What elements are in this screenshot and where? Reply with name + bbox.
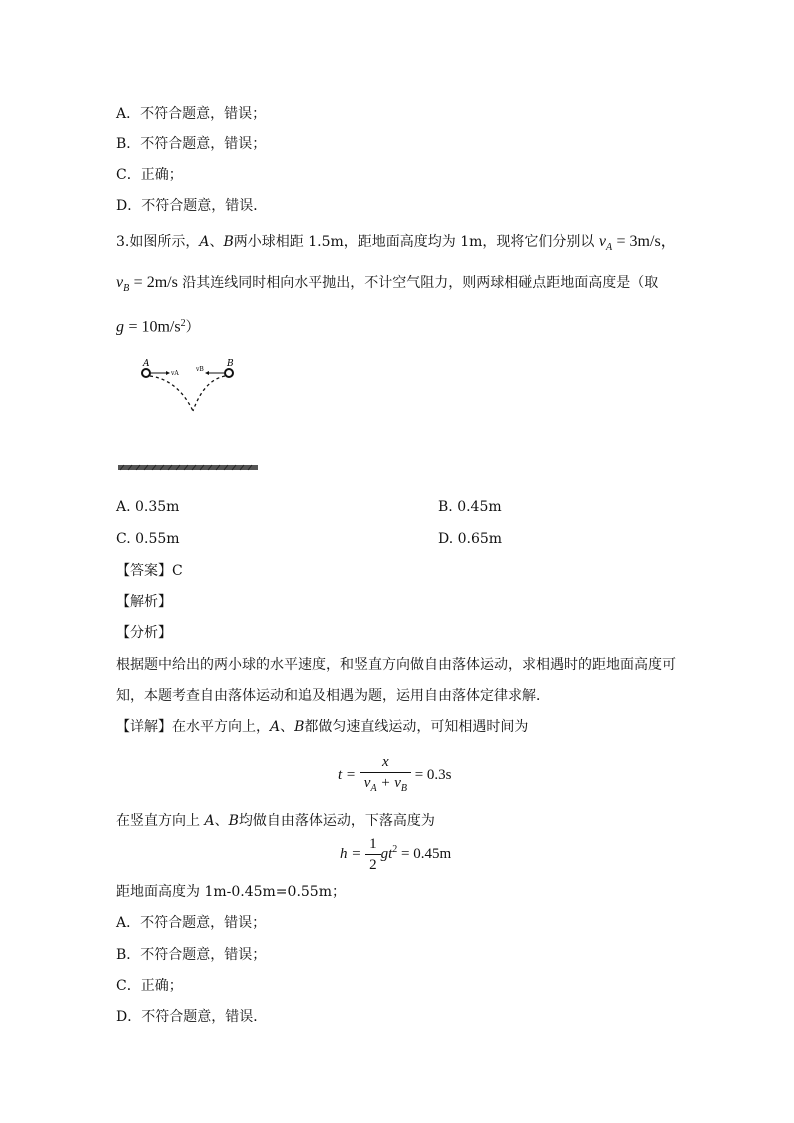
question-prefix: 3.如图所示， <box>116 234 200 250</box>
g-symbol: g <box>116 318 124 336</box>
option-a-bottom: A．不符合题意，错误； <box>116 915 267 931</box>
fig-va: vA <box>171 370 179 377</box>
detail-line: 【详解】在水平方向上，A、B都做匀速直线运动，可知相遇时间为 <box>116 719 529 735</box>
formula-time-lhs: t = <box>338 766 357 783</box>
formula-height-rhs: = 0.45m <box>401 845 452 862</box>
formula-time-num: x <box>360 752 411 773</box>
formula-height-num: 1 <box>365 834 381 855</box>
choice-b: B. 0.45m <box>438 499 502 515</box>
formula-time <box>338 752 452 799</box>
fenxi-text-2: 知，本题考查自由落体运动和追及相遇为题，运用自由落体定律求解． <box>116 688 550 704</box>
vb-value: = 2m/s <box>133 274 178 291</box>
g-close: ） <box>185 319 200 336</box>
option-b-top: B．不符合题意，错误； <box>116 136 267 152</box>
formula-height-den: 2 <box>369 857 377 873</box>
formula-height-gt: gt <box>380 845 393 862</box>
option-c-bottom: C．正确； <box>116 978 183 994</box>
answer: 【答案】C <box>116 563 183 579</box>
detail-label: 【详解】 <box>116 719 172 735</box>
analysis-title: 【解析】 <box>116 594 172 610</box>
formula-time-den: $v_A + v_B$ <box>363 775 407 794</box>
fenxi-text-1: 根据题中给出的两小球的水平速度，和竖直方向做自由落体运动，求相遇时的距地面高度可 <box>116 657 676 673</box>
formula-height-fraction <box>365 834 381 875</box>
formula-height: h = $\frac{1}{2}$ $gt^2 = 0.45m$ <box>340 836 452 873</box>
trajectory-a <box>150 376 193 411</box>
ball-a <box>142 369 150 377</box>
arrow-va-head <box>166 371 170 375</box>
choice-d: D. 0.65m <box>438 531 503 547</box>
formula-time-fraction <box>360 752 411 799</box>
fenxi-title: 【分析】 <box>116 625 172 641</box>
fig-label-b: B <box>227 359 234 369</box>
question-line-3: $g = 10m/s^2$） <box>116 318 200 336</box>
trajectory-b <box>193 376 225 411</box>
option-b-bottom: B．不符合题意，错误； <box>116 947 267 963</box>
question-text-2: 沿其连线同时相向水平抛出，不计空气阻力，则两球相碰点距地面高度是（取 <box>182 275 659 291</box>
arrow-vb-head <box>205 371 209 375</box>
vb-symbol: $v_B$ <box>116 274 130 295</box>
fig-label-a: A <box>143 359 150 369</box>
formula-height-lhs: h = <box>340 845 362 862</box>
va-value: = 3m/s， <box>616 233 677 250</box>
option-a-top: A．不符合题意，错误； <box>116 106 267 122</box>
separator: 、 <box>209 234 224 250</box>
detail-text-a: 在水平方向上， <box>172 719 270 735</box>
option-d-top: D．不符合题意，错误． <box>116 198 268 214</box>
choice-a: A. 0.35m <box>116 499 180 515</box>
question-text-1: 两小球相距 1.5m，距地面高度均为 1m，现将它们分别以 <box>233 234 595 250</box>
detail-text-b: 都做匀速直线运动，可知相遇时间为 <box>304 719 529 735</box>
formula-time-rhs: = 0.3s <box>414 766 452 783</box>
projectile-figure <box>116 356 266 476</box>
option-d-bottom: D．不符合题意，错误． <box>116 1009 268 1025</box>
label-a: A <box>199 234 210 250</box>
vertical-text-a: 在竖直方向上 <box>116 813 200 829</box>
option-c-top: C．正确； <box>116 167 183 183</box>
question-line-2 <box>116 273 658 299</box>
choice-c: C. 0.55m <box>116 531 180 547</box>
question-line-1 <box>116 232 677 258</box>
label-b: B <box>223 234 234 250</box>
vertical-text-b: 均做自由落体运动，下落高度为 <box>238 813 435 829</box>
va-symbol: $v_A$ <box>598 233 613 254</box>
ball-b <box>225 369 233 377</box>
vertical-line: 在竖直方向上 A、B均做自由落体运动，下落高度为 <box>116 813 435 829</box>
fig-vb: vB <box>196 366 204 373</box>
g-value: = 10m/s <box>128 318 181 336</box>
height-text: 距地面高度为 1m-0.45m=0.55m； <box>116 884 346 900</box>
